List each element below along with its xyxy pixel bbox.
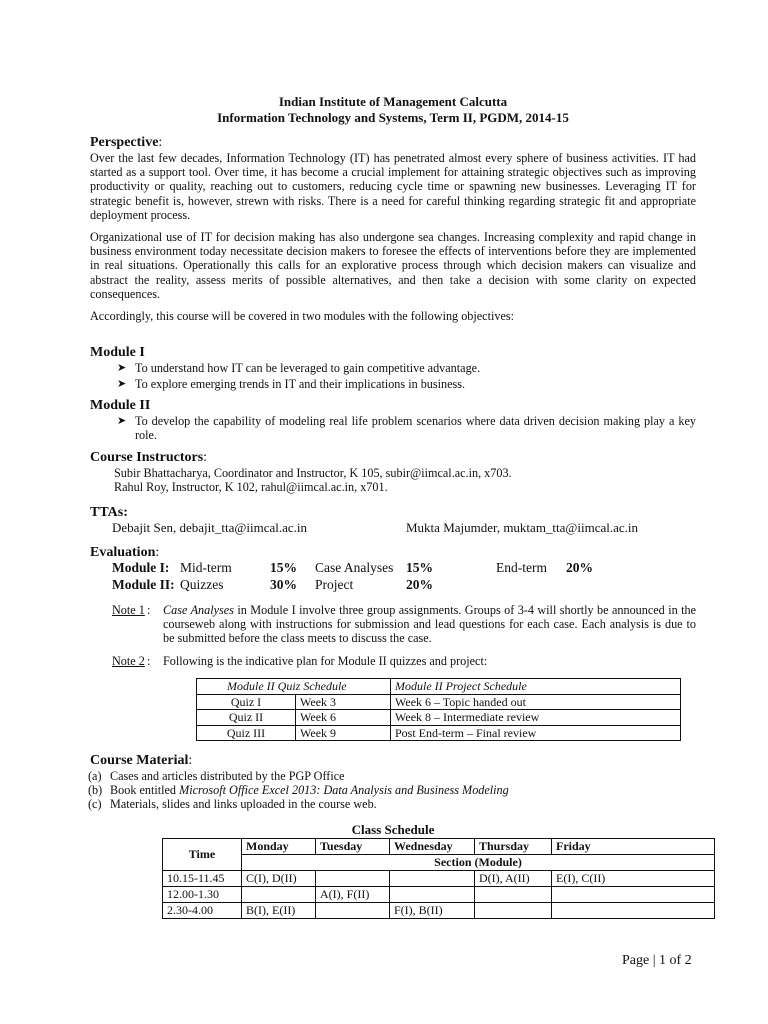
day-header: Tuesday <box>316 839 390 855</box>
tta-2: Mukta Majumder, muktam_tta@iimcal.ac.in <box>406 520 639 535</box>
eval-module-label: Module II: <box>112 577 175 592</box>
class-schedule-table <box>162 838 715 919</box>
note-1-emphasis: Case Analyses <box>163 603 234 617</box>
day-header: Friday <box>552 839 715 855</box>
module-1-heading: Module I <box>90 345 145 360</box>
table-header-row <box>197 679 681 695</box>
tta-1: Debajit Sen, debajit_tta@iimcal.ac.in <box>112 520 307 535</box>
table-header: Module II Project Schedule <box>391 679 681 695</box>
evaluation-section <box>90 544 696 668</box>
eval-component: Case Analyses <box>315 560 394 575</box>
module-2-heading: Module II <box>90 398 151 413</box>
page-number: Page | 1 of 2 <box>622 953 692 968</box>
note-2: Note 2 : Following is the indicative plan for Module II quizzes and project: <box>112 653 488 668</box>
institute-name: Indian Institute of Management Calcutta <box>278 94 508 109</box>
module-2-section <box>90 397 696 442</box>
table-row: 2.30-4.00 B(I), E(II) F(I), B(II) <box>163 903 715 919</box>
table-row: Quiz I Week 3 Week 6 – Topic handed out <box>197 694 681 710</box>
note-2-label: Note 2 <box>112 653 145 668</box>
table-header-row <box>163 839 715 855</box>
evaluation-row-module-1 <box>90 561 696 578</box>
day-header: Wednesday <box>390 839 475 855</box>
list-item: (a) Cases and articles distributed by the PGP Office <box>88 769 345 783</box>
ttas-section <box>90 504 696 537</box>
perspective-heading: Perspective: <box>90 135 163 150</box>
table-row: Quiz III Week 9 Post End-term – Final review <box>197 725 681 741</box>
eval-component: Project <box>315 577 354 592</box>
course-title: Information Technology and Systems, Term II, PGDM, 2014-15 <box>217 110 569 125</box>
eval-weight: 15% <box>406 560 433 575</box>
table-header: Module II Quiz Schedule <box>197 679 391 695</box>
day-header: Thursday <box>475 839 552 855</box>
ttas-heading: TTAs: <box>90 505 128 520</box>
eval-component: Quizzes <box>180 577 224 592</box>
note-2-text: Following is the indicative plan for Module II quizzes and project: <box>163 653 488 668</box>
module-1-section <box>90 344 696 391</box>
note-1-label: Note 1 <box>112 603 145 617</box>
perspective-section <box>90 134 696 323</box>
eval-weight: 15% <box>270 560 297 575</box>
arrow-bullet-icon: ➤ <box>117 415 127 427</box>
table-row: Quiz II Week 6 Week 8 – Intermediate review <box>197 710 681 726</box>
day-header: Monday <box>242 839 316 855</box>
module-2-schedule-table <box>196 678 681 741</box>
list-item: (c) Materials, slides and links uploaded in the course web. <box>88 797 377 812</box>
instructor-line-2: Rahul Roy, Instructor, K 102, rahul@iimcal.ac.in, x701. <box>114 480 388 495</box>
table-row: 12.00-1.30 A(I), F(II) <box>163 887 715 903</box>
eval-component: Mid-term <box>180 560 232 575</box>
class-schedule-title: Class Schedule <box>351 822 435 837</box>
course-material-section <box>90 752 696 812</box>
eval-component: End-term <box>496 560 547 575</box>
eval-weight: 20% <box>406 577 433 592</box>
document-header <box>90 94 696 126</box>
time-header: Time <box>163 839 242 871</box>
perspective-paragraph-1: Over the last few decades, Information Technology (IT) has penetrated almost every sphere of business activities. IT had started as a support tool. Over time, it has become a crucial implement for attaining strategic objectives such as improving productivity or quality, reaching out to customers, reducing cycle time or spawning new businesses. Leveraging IT for strategic benefit is, however, strewn with risks. There is a need for careful thinking regarding strategic fit and appropriate deployment process. <box>90 151 696 222</box>
table-subheader-row <box>163 855 715 871</box>
list-item: ➤ To understand how IT can be leveraged to gain competitive advantage. <box>117 361 481 375</box>
book-title: Microsoft Office Excel 2013: Data Analysis and Business Modeling <box>179 783 509 798</box>
eval-weight: 30% <box>270 577 297 592</box>
arrow-bullet-icon: ➤ <box>117 362 127 374</box>
evaluation-heading: Evaluation: <box>90 545 160 560</box>
instructors-section <box>90 449 696 494</box>
perspective-paragraph-3: Accordingly, this course will be covered in two modules with the following objectives: <box>90 309 514 324</box>
list-item: ➤ To develop the capability of modeling real life problem scenarios where data driven decision making play a key role. <box>117 414 696 443</box>
note-1: Note 1 : Case Analyses in Module I involve three group assignments. Groups of 3-4 will shortly be announced in the courseweb along with instructions for submission and lead questions for each case. Each analysis is due to be submitted before the class meets to discuss the case. <box>112 603 697 646</box>
instructors-heading: Course Instructors: <box>90 450 208 465</box>
instructor-line-1: Subir Bhattacharya, Coordinator and Instructor, K 105, subir@iimcal.ac.in, x703. <box>114 466 512 480</box>
eval-weight: 20% <box>566 560 593 575</box>
evaluation-row-module-2 <box>90 578 696 595</box>
arrow-bullet-icon: ➤ <box>117 378 127 391</box>
table-row: 10.15-11.45 C(I), D(II) D(I), A(II) E(I), C(II) <box>163 871 715 887</box>
note-1-text: in Module I involve three group assignments. Groups of 3-4 will shortly be announced in the courseweb along with instructions for submission and lead questions for each case. Each analysis is due to be submitted before the class meets to discuss the case. <box>163 603 697 646</box>
perspective-paragraph-2: Organizational use of IT for decision making has also undergone sea changes. Increasing complexity and rapid change in business environment today necessitate decision makers to foresee the effects of interventions before they are implemented in real situations. Operationally this calls for an explorative process through which decision makers can visualize and abstract the reality, assess merits of possible alternatives, and then take a decision with some clarity on expected consequences. <box>90 230 696 301</box>
eval-module-label: Module I: <box>112 560 170 575</box>
list-item: ➤ To explore emerging trends in IT and their implications in business. <box>117 377 466 392</box>
list-item: (b) Book entitled Microsoft Office Excel 2013: Data Analysis and Business Modeling <box>88 783 509 798</box>
section-module-header: Section (Module) <box>242 855 715 871</box>
course-material-heading: Course Material: <box>90 753 193 768</box>
tta-list <box>90 521 696 537</box>
